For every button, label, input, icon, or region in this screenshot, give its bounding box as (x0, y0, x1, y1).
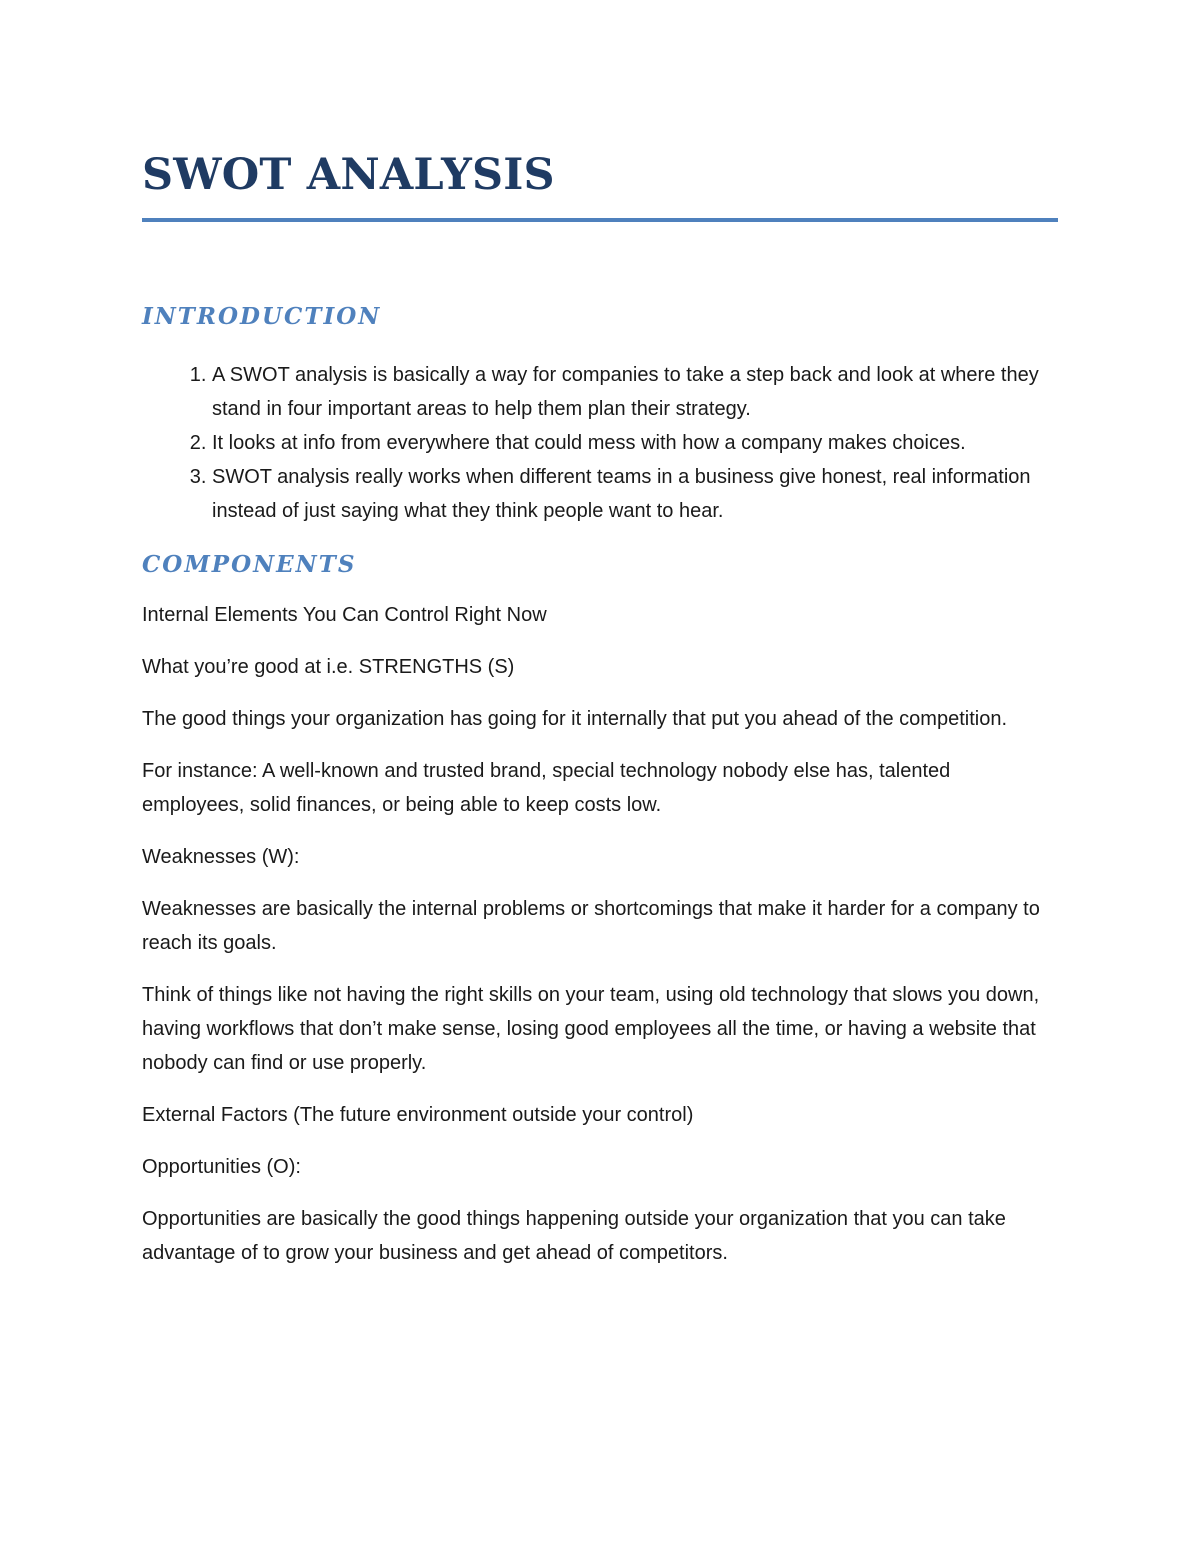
paragraph-strengths-label: What you’re good at i.e. STRENGTHS (S) (142, 656, 515, 678)
paragraph-opportunities-label: Opportunities (O): (142, 1156, 301, 1178)
list-item: 3. SWOT analysis really works when different teams in a business give honest, real information instead of just saying what they think people want to hear. (212, 460, 1058, 528)
list-item: 2. It looks at info from everywhere that could mess with how a company makes choices. (212, 426, 1058, 460)
components-heading: COMPONENTS (142, 551, 357, 578)
paragraph-weaknesses-label: Weaknesses (W): (142, 846, 300, 868)
title-underline (142, 218, 1058, 222)
paragraph-strengths-examples: For instance: A well-known and trusted brand, special technology nobody else has, talented employees, solid finances, or being able to keep costs low. (142, 760, 951, 816)
paragraph-opportunities-description: Opportunities are basically the good things happening outside your organization that you can take advantage of to grow your business and get ahead of competitors. (142, 1208, 1006, 1264)
introduction-list (142, 358, 1058, 528)
document-body (142, 140, 1058, 1288)
paragraph-strengths-description: The good things your organization has going for it internally that put you ahead of the competition. (142, 708, 1007, 730)
list-item: 1. A SWOT analysis is basically a way for companies to take a step back and look at where they stand in four important areas to help them plan their strategy. (212, 358, 1058, 426)
introduction-heading: INTRODUCTION (142, 303, 382, 330)
document-title: SWOT ANALYSIS (142, 150, 555, 200)
paragraph-weaknesses-description: Weaknesses are basically the internal problems or shortcomings that make it harder for a company to reach its goals. (142, 898, 1040, 954)
paragraph-internal-elements: Internal Elements You Can Control Right Now (142, 604, 547, 626)
paragraph-external-factors: External Factors (The future environment outside your control) (142, 1104, 694, 1126)
paragraph-weaknesses-examples: Think of things like not having the right skills on your team, using old technology that slows you down, having workflows that don’t make sense, losing good employees all the time, or having a website that nobody can find or use properly. (142, 984, 1040, 1074)
